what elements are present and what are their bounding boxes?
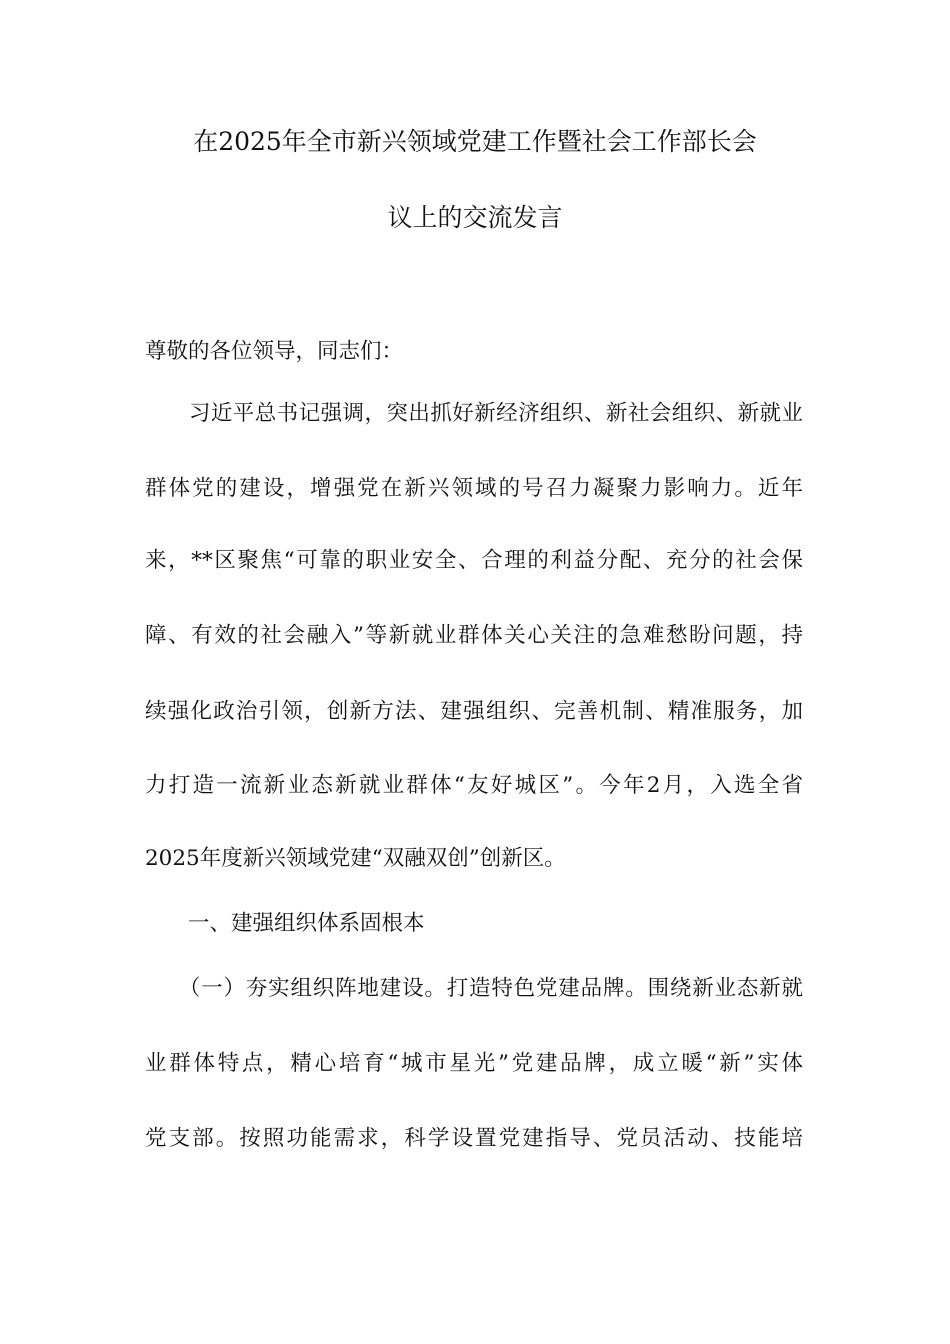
body-line: 2025年度新兴领域党建“双融双创”创新区。: [145, 846, 566, 871]
body-line: 障、有效的社会融入”等新就业群体关心关注的急难愁盼问题，持: [145, 623, 803, 648]
body-line: （一）夯实组织阵地建设。打造特色党建品牌。围绕新业态新就: [145, 976, 803, 1001]
body-line: 党支部。按照功能需求，科学设置党建指导、党员活动、技能培: [145, 1126, 803, 1151]
body-line: 群体党的建设，增强党在新兴领域的号召力凝聚力影响力。近年: [145, 476, 803, 501]
body-line: 力打造一流新业态新就业群体“友好城区”。今年2月，入选全省: [145, 773, 803, 798]
body-line: 来，**区聚焦“可靠的职业安全、合理的利益分配、充分的社会保: [145, 548, 803, 573]
body-line: 业群体特点，精心培育“城市星光”党建品牌，成立暖“新”实体: [145, 1051, 803, 1076]
salutation: 尊敬的各位领导，同志们：: [145, 339, 404, 364]
body-line: 续强化政治引领，创新方法、建强组织、完善机制、精准服务，加: [145, 699, 803, 724]
document-title-line-2: 议上的交流发言: [387, 203, 563, 232]
body-line: 习近平总书记强调，突出抓好新经济组织、新社会组织、新就业: [145, 401, 803, 426]
section-heading: 一、建强组织体系固根本: [145, 911, 425, 936]
document-title-line-1: 在2025年全市新兴领域党建工作暨社会工作部长会: [193, 127, 757, 156]
